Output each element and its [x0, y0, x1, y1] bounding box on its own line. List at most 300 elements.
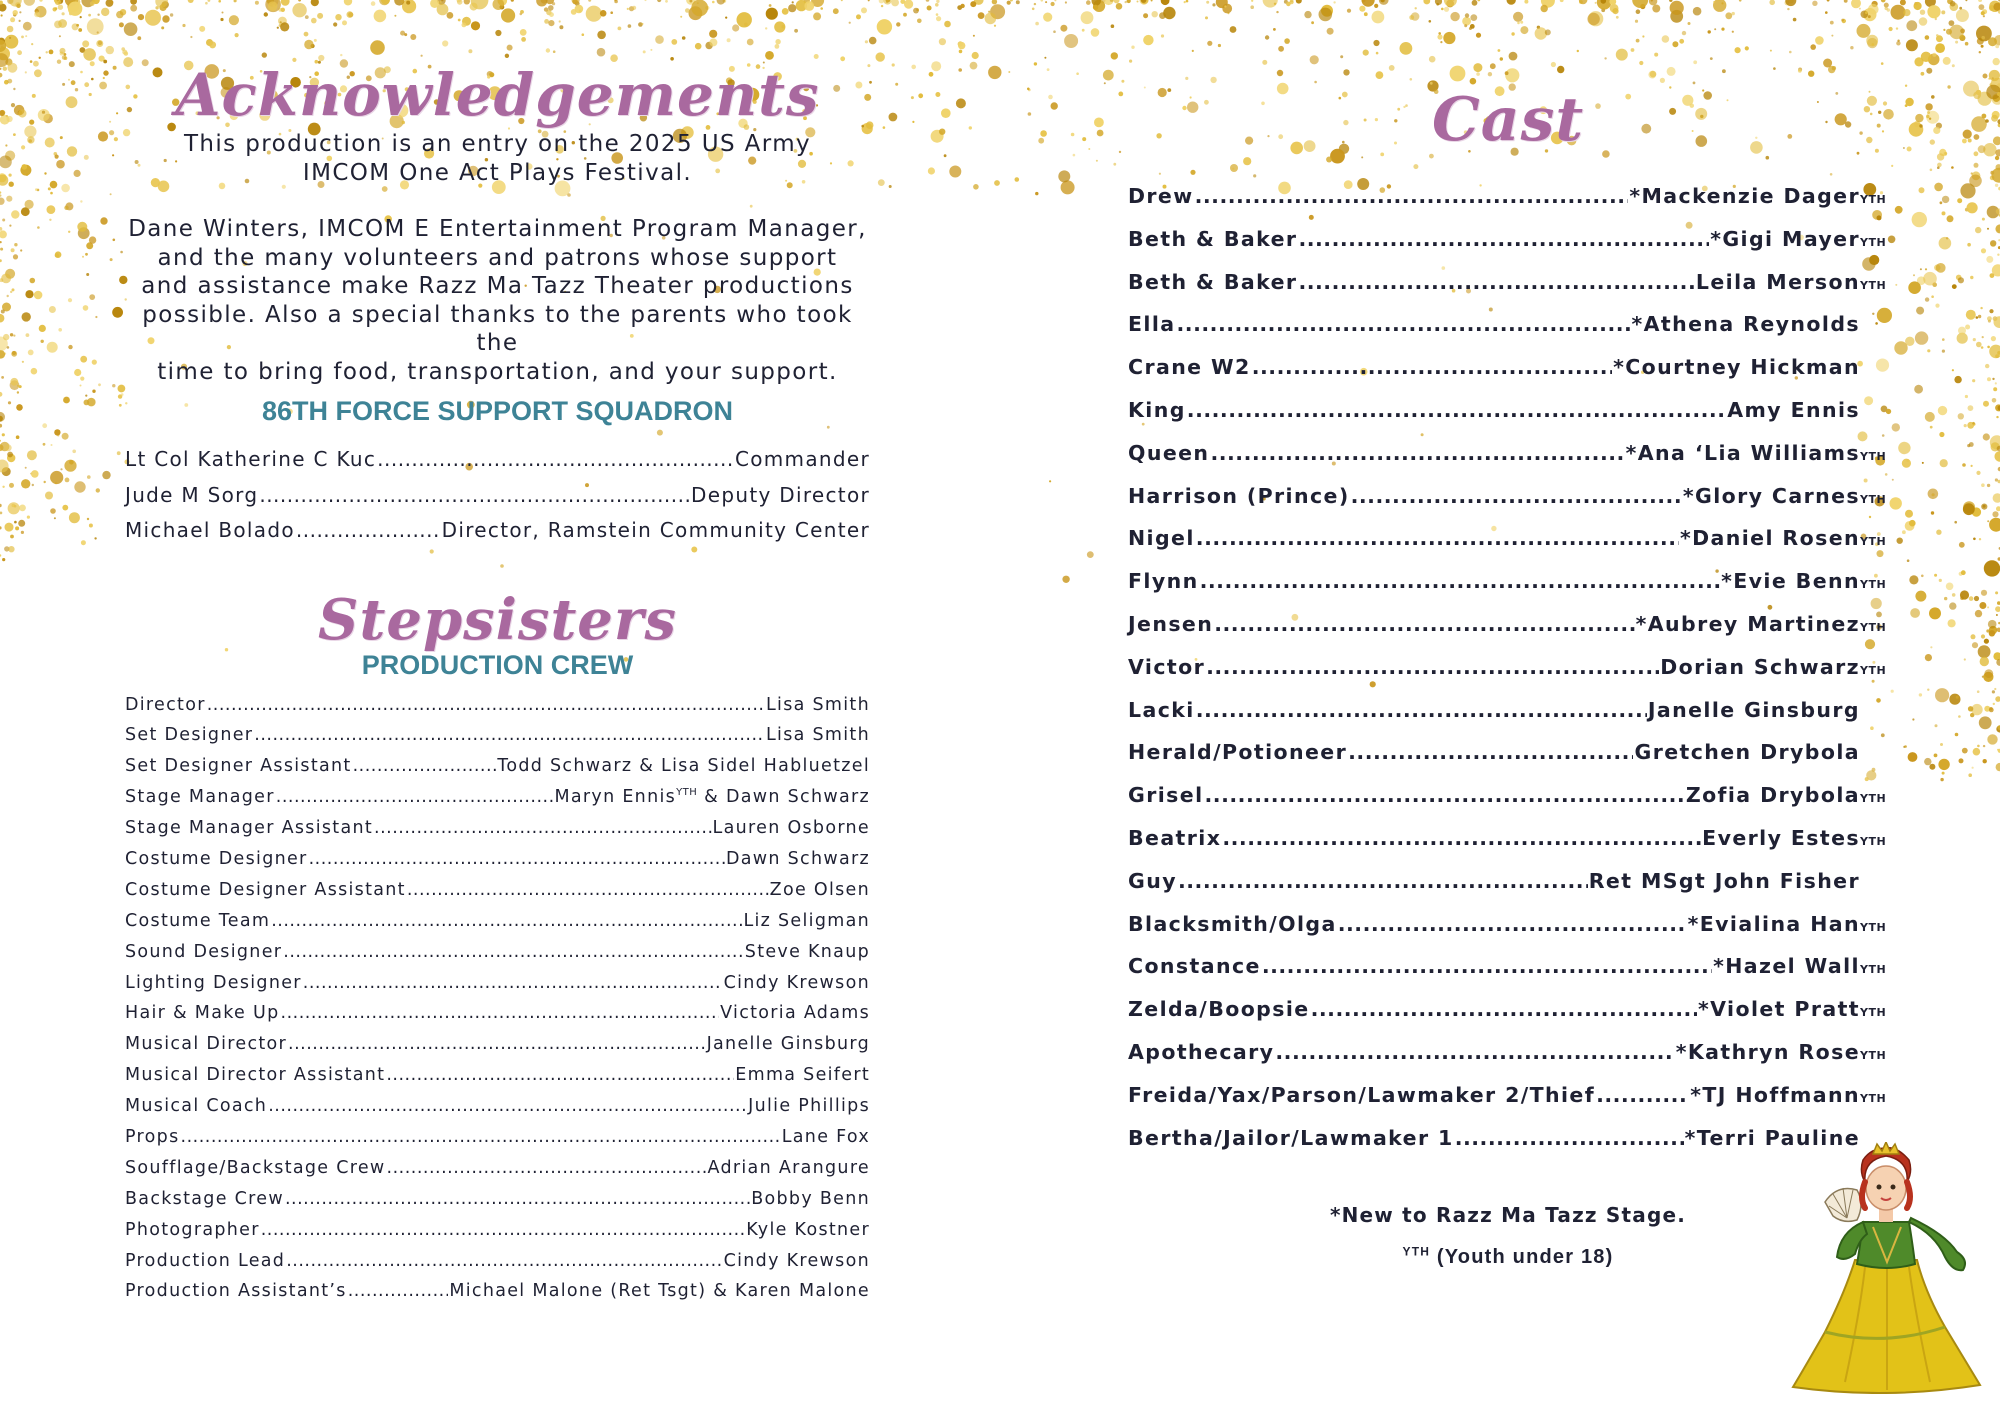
confetti-dot	[1993, 387, 1997, 391]
confetti-dot	[889, 113, 898, 122]
leader-dots	[281, 1003, 720, 1023]
confetti-dot	[1654, 53, 1658, 57]
confetti-dot	[813, 12, 821, 20]
crew-role: Costume Team	[125, 910, 271, 931]
confetti-dot	[1905, 510, 1913, 518]
confetti-dot	[627, 8, 629, 10]
confetti-dot	[1993, 703, 1995, 705]
confetti-dot	[861, 7, 867, 13]
confetti-dot	[16, 435, 20, 439]
confetti-dot	[0, 4, 7, 12]
confetti-dot	[988, 66, 1001, 79]
crew-role: Costume Designer	[125, 848, 308, 869]
confetti-dot	[1970, 276, 1973, 279]
confetti-dot	[124, 22, 138, 36]
confetti-dot	[1968, 405, 1974, 411]
confetti-dot	[1925, 412, 1935, 422]
confetti-dot	[1902, 459, 1911, 468]
confetti-dot	[1981, 45, 1984, 48]
confetti-dot	[45, 492, 53, 500]
confetti-dot	[281, 8, 285, 12]
confetti-dot	[1997, 254, 1999, 256]
confetti-dot	[1985, 364, 1989, 368]
confetti-dot	[60, 468, 62, 470]
confetti-dot	[935, 3, 939, 7]
confetti-dot	[25, 467, 27, 469]
confetti-dot	[1015, 177, 1020, 182]
confetti-dot	[1897, 538, 1903, 544]
confetti-dot	[162, 15, 169, 22]
confetti-dot	[80, 200, 82, 202]
confetti-dot	[1892, 479, 1894, 481]
confetti-dot	[130, 5, 137, 12]
confetti-dot	[19, 385, 22, 388]
confetti-dot	[814, 54, 819, 59]
confetti-dot	[5, 444, 12, 451]
confetti-dot	[1992, 398, 1997, 403]
confetti-dot	[1909, 520, 1916, 527]
cast-name: *Hazel Wall	[1713, 954, 1860, 979]
confetti-dot	[1987, 734, 1997, 744]
crew-role: Director	[125, 694, 206, 715]
confetti-dot	[1462, 17, 1471, 26]
member-name: Lt Col Katherine C Kuc	[125, 447, 377, 471]
confetti-dot	[1983, 74, 1988, 79]
crew-role: Musical Coach	[125, 1096, 268, 1117]
confetti-dot	[1936, 530, 1941, 535]
crew-name-text: Lisa Smith	[766, 725, 870, 746]
confetti-dot	[61, 184, 70, 193]
confetti-dot	[1987, 316, 1992, 321]
crew-row	[125, 1065, 870, 1096]
crew-role: Costume Designer Assistant	[125, 879, 406, 900]
confetti-dot	[1111, 24, 1115, 28]
confetti-dot	[1524, 0, 1528, 4]
crew-row	[125, 787, 870, 818]
confetti-dot	[792, 1, 794, 3]
confetti-dot	[83, 305, 89, 311]
confetti-dot	[737, 12, 752, 27]
confetti-dot	[1096, 160, 1098, 162]
confetti-dot	[24, 0, 35, 6]
crew-role: Props	[125, 1126, 180, 1147]
confetti-dot	[280, 22, 289, 31]
confetti-dot	[1051, 2, 1055, 6]
leader-dots	[386, 1065, 734, 1085]
confetti-dot	[1905, 337, 1914, 346]
confetti-dot	[936, 0, 939, 3]
confetti-dot	[84, 155, 89, 160]
confetti-dot	[1949, 20, 1955, 26]
confetti-dot	[1509, 52, 1518, 61]
confetti-dot	[1669, 0, 1672, 2]
confetti-dot	[889, 185, 892, 188]
confetti-dot	[1823, 59, 1832, 68]
leader-dots	[377, 447, 734, 471]
confetti-dot	[549, 12, 554, 17]
confetti-dot	[155, 6, 158, 9]
confetti-dot	[1400, 42, 1413, 55]
confetti-dot	[1915, 331, 1928, 344]
crew-name	[724, 973, 870, 993]
confetti-dot	[1930, 646, 1932, 648]
confetti-dot	[536, 0, 547, 7]
confetti-dot	[30, 60, 33, 63]
confetti-dot	[849, 22, 851, 24]
leader-dots	[1338, 912, 1687, 936]
confetti-dot	[553, 50, 556, 53]
confetti-dot	[1104, 82, 1106, 84]
cast-role: Flynn	[1128, 569, 1199, 594]
confetti-dot	[1968, 706, 1973, 711]
leader-dots	[1187, 398, 1726, 422]
cast-row: Harrison (Prince) ..... *Glory Carnes YTH	[1128, 484, 1888, 527]
confetti-dot	[1943, 57, 1951, 65]
confetti-dot	[765, 51, 774, 60]
confetti-dot	[31, 43, 33, 45]
confetti-dot	[1103, 70, 1114, 81]
confetti-dot	[1034, 3, 1036, 5]
new-to-stage-note: *New to Razz Ma Tazz Stage.	[1329, 1203, 1687, 1228]
confetti-dot	[10, 535, 14, 539]
confetti-dot	[1919, 693, 1922, 696]
confetti-dot	[1490, 63, 1496, 69]
confetti-dot	[1940, 778, 1943, 781]
confetti-dot	[936, 13, 939, 16]
confetti-dot	[1965, 0, 1967, 1]
confetti-dot	[1265, 35, 1269, 39]
confetti-dot	[182, 24, 185, 27]
confetti-dot	[8, 502, 20, 514]
confetti-dot	[87, 475, 91, 479]
confetti-dot	[1994, 688, 1996, 690]
cast-row	[1128, 869, 1888, 912]
confetti-dot	[1125, 1, 1127, 3]
confetti-dot	[1925, 103, 1932, 110]
confetti-dot	[442, 40, 448, 46]
crew-row	[125, 1281, 870, 1312]
confetti-dot	[1798, 69, 1802, 73]
confetti-dot	[170, 13, 173, 16]
confetti-dot	[1682, 31, 1686, 35]
right-page	[1128, 80, 1888, 1278]
confetti-dot	[305, 15, 309, 19]
confetti-dot	[782, 8, 789, 15]
confetti-dot	[92, 360, 97, 365]
confetti-dot	[1679, 39, 1684, 44]
squadron-row	[125, 518, 870, 554]
confetti-dot	[1224, 5, 1226, 7]
confetti-dot	[1955, 733, 1959, 737]
cast-list	[1128, 184, 1888, 1168]
confetti-dot	[1827, 0, 1830, 2]
confetti-dot	[50, 508, 56, 514]
crew-name-text: & Dawn Schwarz	[697, 787, 870, 808]
confetti-dot	[34, 69, 42, 77]
confetti-dot	[1936, 263, 1946, 273]
confetti-dot	[1222, 4, 1232, 14]
confetti-dot	[89, 524, 93, 528]
crew-role: Hair & Make Up	[125, 1003, 280, 1024]
crew-role: Musical Director Assistant	[125, 1065, 386, 1086]
confetti-dot	[21, 531, 24, 534]
confetti-dot	[1972, 422, 1975, 425]
confetti-dot	[1957, 198, 1962, 203]
confetti-dot	[1976, 316, 1979, 319]
youth-note	[1128, 1236, 1888, 1278]
confetti-dot	[84, 82, 89, 87]
confetti-dot	[119, 22, 124, 27]
confetti-dot	[1925, 35, 1930, 40]
confetti-dot	[4, 35, 18, 49]
confetti-dot	[1071, 133, 1075, 137]
confetti-dot	[1942, 772, 1945, 775]
confetti-dot	[1958, 277, 1964, 283]
confetti-dot	[1111, 52, 1118, 59]
confetti-dot	[495, 30, 501, 36]
crew-name-text: Janelle Ginsburg	[706, 1034, 870, 1055]
confetti-dot	[1116, 3, 1123, 10]
confetti-dot	[2, 558, 5, 561]
confetti-dot	[102, 471, 110, 479]
youth-note-text: (Youth under 18)	[1430, 1246, 1614, 1269]
confetti-dot	[1500, 57, 1503, 60]
confetti-dot	[1304, 11, 1311, 18]
confetti-dot	[1363, 50, 1369, 56]
confetti-dot	[904, 0, 913, 9]
confetti-dot	[65, 478, 70, 483]
confetti-dot	[1443, 32, 1455, 44]
confetti-dot	[973, 35, 975, 37]
confetti-dot	[865, 40, 868, 43]
confetti-dot	[1, 14, 3, 16]
confetti-dot	[1053, 30, 1056, 33]
confetti-dot	[1693, 7, 1702, 16]
confetti-dot	[58, 328, 62, 332]
confetti-dot	[1725, 12, 1732, 19]
cast-role: Drew	[1128, 184, 1194, 208]
confetti-dot	[29, 120, 34, 125]
thanks-line: time to bring food, transportation, and your support.	[157, 358, 838, 385]
confetti-dot	[1906, 20, 1917, 31]
confetti-dot	[1925, 297, 1929, 301]
cast-row: Drew ..... *Mackenzie Dager YTH	[1128, 184, 1888, 227]
cast-role: Queen	[1128, 440, 1210, 465]
confetti-dot	[58, 5, 63, 10]
confetti-dot	[82, 40, 89, 47]
confetti-dot	[62, 55, 67, 60]
crew-name-text: Lauren Osborne	[712, 818, 870, 839]
confetti-dot	[1967, 202, 1978, 213]
leader-dots	[1252, 355, 1612, 379]
cast-name: Janelle Ginsburg	[1647, 697, 1860, 722]
confetti-dot	[7, 79, 12, 84]
confetti-dot	[1890, 497, 1902, 509]
confetti-dot	[116, 112, 118, 114]
confetti-dot	[67, 146, 77, 156]
confetti-dot	[92, 390, 95, 393]
confetti-dot	[17, 50, 22, 55]
confetti-dot	[34, 11, 40, 17]
confetti-dot	[13, 133, 16, 136]
princess-illustration	[1785, 1142, 1990, 1394]
confetti-dot	[1996, 763, 2000, 771]
leader-dots	[285, 1189, 750, 1209]
confetti-dot	[1047, 68, 1050, 71]
confetti-dot	[833, 8, 839, 14]
cast-name: *Aubrey Martinez	[1635, 611, 1860, 636]
confetti-dot	[0, 198, 5, 205]
confetti-dot	[130, 0, 137, 5]
confetti-dot	[1881, 62, 1884, 65]
cast-row: Apothecary ..... *Kathryn Rose YTH	[1128, 1040, 1888, 1083]
confetti-dot	[27, 516, 30, 519]
confetti-dot	[511, 0, 514, 2]
crew-row	[125, 849, 870, 880]
confetti-dot	[1981, 634, 1985, 638]
confetti-dot	[342, 20, 347, 25]
confetti-dot	[1830, 21, 1834, 25]
confetti-dot	[39, 325, 46, 332]
confetti-dot	[1920, 10, 1925, 15]
confetti-dot	[0, 314, 4, 323]
confetti-dot	[1541, 5, 1548, 12]
confetti-dot	[876, 52, 885, 61]
confetti-dot	[0, 248, 3, 251]
confetti-dot	[23, 22, 32, 31]
cast-role: Herald/Potioneer	[1128, 740, 1348, 765]
confetti-dot	[7, 452, 13, 458]
crew-role: Stage Manager Assistant	[125, 818, 374, 839]
confetti-dot	[1980, 657, 1989, 666]
confetti-dot	[685, 8, 690, 13]
confetti-dot	[1983, 15, 1985, 17]
confetti-dot	[1127, 0, 1131, 3]
confetti-dot	[1926, 68, 1932, 74]
crew-name-text: Victoria Adams	[720, 1003, 870, 1024]
confetti-dot	[1438, 32, 1441, 35]
confetti-dot	[1988, 37, 1997, 46]
cast-row: Beatrix ..... Everly Estes YTH	[1128, 826, 1888, 869]
confetti-dot	[116, 11, 123, 18]
confetti-dot	[1947, 215, 1954, 222]
squadron-row	[125, 447, 870, 483]
confetti-dot	[11, 210, 19, 218]
cast-role: Beth & Baker	[1128, 269, 1298, 294]
confetti-dot	[311, 0, 319, 6]
confetti-dot	[1415, 7, 1417, 9]
confetti-dot	[1693, 60, 1697, 64]
confetti-dot	[775, 44, 780, 49]
leader-dots	[309, 849, 725, 869]
confetti-dot	[1735, 47, 1741, 53]
confetti-dot	[0, 227, 2, 231]
confetti-dot	[618, 27, 622, 31]
confetti-dot	[1934, 183, 1943, 192]
confetti-dot	[55, 251, 62, 258]
cast-role: Ella	[1128, 312, 1176, 337]
confetti-dot	[552, 2, 555, 5]
confetti-dot	[458, 19, 461, 22]
confetti-dot	[1, 274, 11, 284]
confetti-dot	[1982, 114, 1987, 119]
confetti-dot	[1962, 139, 1967, 144]
confetti-dot	[0, 68, 2, 70]
confetti-dot	[1993, 136, 2000, 145]
confetti-dot	[2, 486, 4, 488]
confetti-dot	[68, 345, 72, 349]
confetti-dot	[13, 335, 15, 337]
crew-name	[745, 942, 870, 962]
confetti-dot	[0, 194, 2, 196]
confetti-dot	[113, 66, 117, 70]
confetti-dot	[1143, 35, 1153, 45]
confetti-dot	[46, 51, 48, 53]
confetti-dot	[941, 108, 951, 118]
confetti-dot	[883, 126, 886, 129]
confetti-dot	[1044, 57, 1046, 59]
leader-dots	[1178, 869, 1588, 893]
confetti-dot	[44, 172, 46, 174]
confetti-dot	[11, 248, 15, 252]
confetti-dot	[988, 11, 990, 13]
confetti-dot	[972, 52, 979, 59]
crew-role: Production Lead	[125, 1250, 286, 1271]
confetti-dot	[304, 32, 309, 37]
confetti-dot	[1903, 9, 1910, 16]
confetti-dot	[22, 312, 31, 321]
confetti-dot	[929, 72, 934, 77]
confetti-dot	[0, 230, 7, 238]
confetti-dot	[642, 23, 644, 25]
confetti-dot	[95, 316, 97, 318]
crew-role: Set Designer Assistant	[125, 756, 352, 777]
confetti-dot	[1984, 669, 1993, 678]
confetti-dot	[1206, 1, 1209, 4]
confetti-dot	[1941, 10, 1945, 14]
confetti-dot	[34, 291, 43, 300]
confetti-dot	[1987, 484, 1990, 487]
confetti-dot	[120, 251, 123, 254]
confetti-dot	[317, 13, 323, 19]
confetti-dot	[1286, 2, 1291, 7]
confetti-dot	[3, 334, 9, 340]
confetti-dot	[298, 0, 301, 2]
confetti-dot	[1477, 0, 1480, 1]
confetti-dot	[86, 273, 89, 276]
confetti-dot	[1064, 34, 1078, 48]
leader-dots	[1200, 569, 1721, 593]
member-role: Commander	[734, 447, 870, 471]
confetti-dot	[1073, 154, 1076, 157]
confetti-dot	[1769, 0, 1775, 5]
confetti-dot	[650, 49, 652, 51]
confetti-dot	[58, 19, 67, 28]
confetti-dot	[229, 15, 239, 25]
confetti-dot	[10, 378, 18, 386]
confetti-dot	[1973, 748, 1981, 756]
confetti-dot	[588, 0, 591, 2]
confetti-dot	[1520, 21, 1523, 24]
confetti-dot	[1815, 36, 1824, 45]
confetti-dot	[110, 258, 113, 261]
confetti-dot	[1642, 35, 1644, 37]
confetti-dot	[1362, 0, 1375, 7]
leader-dots	[1196, 698, 1647, 722]
confetti-dot	[1359, 6, 1365, 12]
confetti-dot	[1974, 151, 1979, 156]
confetti-dot	[121, 393, 124, 396]
